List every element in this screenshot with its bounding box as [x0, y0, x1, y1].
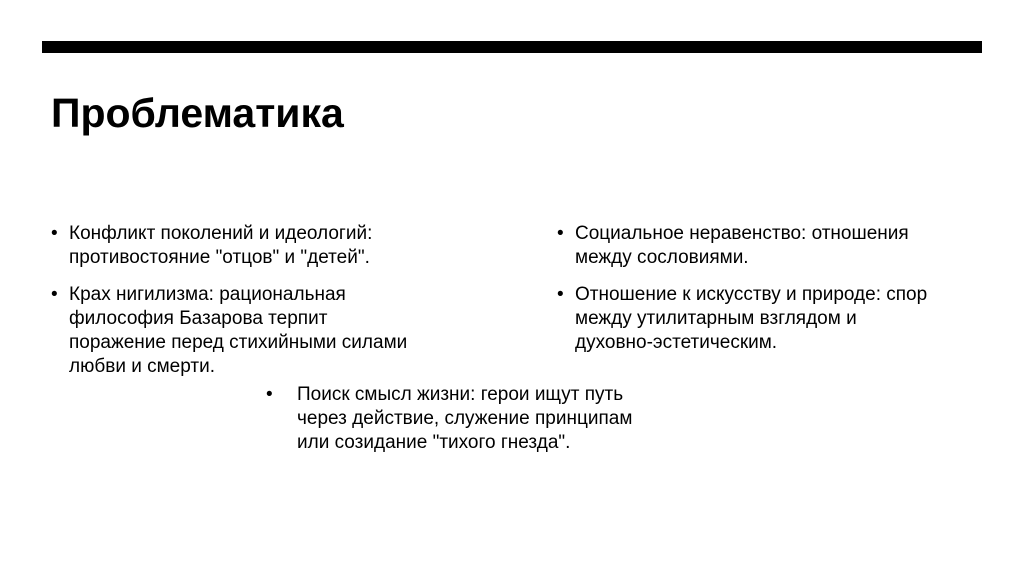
- bullet-item-meaning-of-life: [266, 383, 696, 455]
- bullet-line: любви и смерти.: [69, 356, 215, 377]
- bullet-line: Поиск смысл жизни: герои ищут путь: [297, 384, 624, 405]
- slide-title: Проблематика: [51, 90, 344, 136]
- bullet-dot-icon: •: [51, 223, 58, 244]
- bullet-item-art-and-nature: [557, 283, 987, 355]
- bullet-dot-icon: •: [266, 384, 273, 405]
- bullet-text: [69, 283, 461, 379]
- bullet-text: [69, 222, 461, 270]
- bullet-text: [575, 283, 987, 355]
- bullet-item-generations-conflict: [51, 222, 461, 270]
- bullet-text: [575, 222, 987, 270]
- bullet-line: философия Базарова терпит: [69, 308, 328, 329]
- bullet-line: Социальное неравенство: отношения: [575, 223, 909, 244]
- bullet-dot-icon: •: [557, 284, 564, 305]
- bullet-item-nihilism-collapse: [51, 283, 461, 379]
- top-divider-bar: [42, 41, 982, 53]
- bullet-line: духовно-эстетическим.: [575, 332, 778, 353]
- bullet-line: или созидание "тихого гнезда".: [297, 432, 571, 453]
- bullet-item-social-inequality: [557, 222, 987, 270]
- bullet-line: через действие, служение принципам: [297, 408, 633, 429]
- bullet-line: Крах нигилизма: рациональная: [69, 284, 346, 305]
- bullet-line: между утилитарным взглядом и: [575, 308, 857, 329]
- bullet-line: между сословиями.: [575, 247, 749, 268]
- bullet-dot-icon: •: [557, 223, 564, 244]
- bullet-line: поражение перед стихийными силами: [69, 332, 408, 353]
- bullet-list-left: [51, 222, 461, 392]
- bullet-dot-icon: •: [51, 284, 58, 305]
- bullet-line: Отношение к искусству и природе: спор: [575, 284, 928, 305]
- bullet-line: противостояние "отцов" и "детей".: [69, 247, 370, 268]
- bullet-text: [297, 383, 696, 455]
- bullet-list-center: [266, 383, 696, 468]
- bullet-list-right: [557, 222, 987, 368]
- bullet-line: Конфликт поколений и идеологий:: [69, 223, 373, 244]
